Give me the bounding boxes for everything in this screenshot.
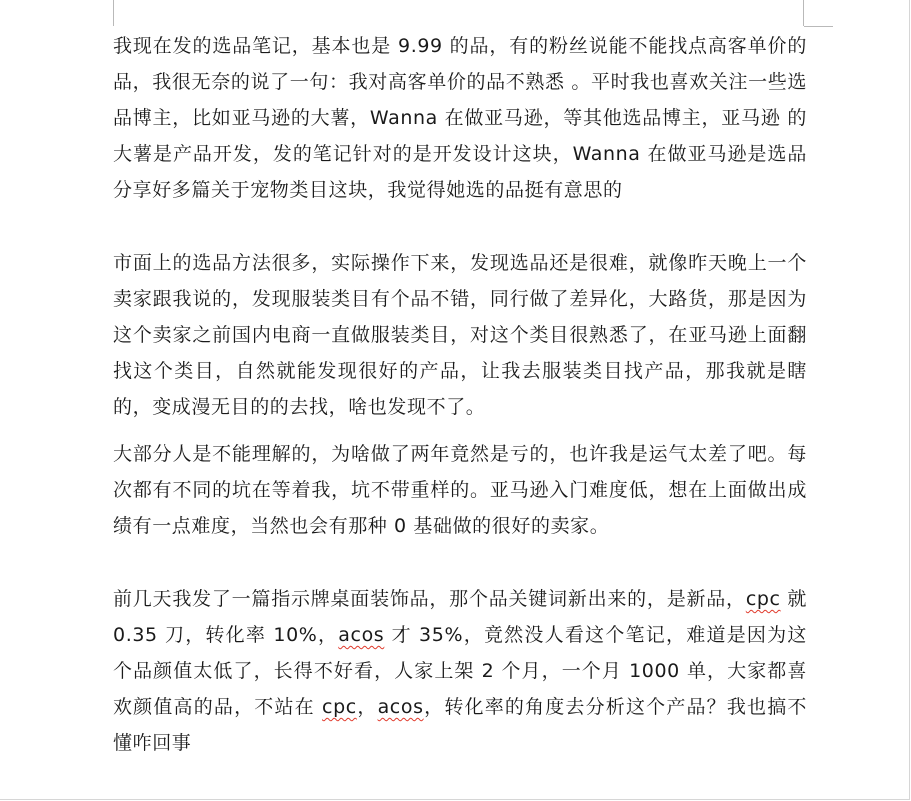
margin-corner-mark-right-horizontal [804,26,833,27]
paragraph-spacer [113,425,807,436]
paragraph-3-text: 大部分人是不能理解的，为啥做了两年竟然是亏的，也许我是运气太差了吧。每次都有不同的坑在等着我，坑不带重样的。亚马逊入门难度低，想在上面做出成绩有一点难度，当然也会有那种 0 基础做的很好的卖家。 [113,443,807,537]
paragraph-4-text-c: 才 35%，竟然没人看这个笔记，难道是因为这个品颜值太低了，长得不好看，人家上架 2 个月，一个月 1000 单，大家都喜欢颜值高的品，不站在 [113,624,807,718]
margin-corner-mark-left [113,0,114,26]
spellcheck-word-acos[interactable]: acos [338,624,385,646]
paragraph-4-text-d: ， [356,696,378,718]
spellcheck-word-cpc[interactable]: cpc [322,696,357,718]
spellcheck-word-acos[interactable]: acos [377,696,424,718]
paragraph-4-text-e: ，转化率的角度去分析这个产品？我也搞不懂咋回事 [113,696,808,754]
document-body[interactable] [113,28,807,761]
paragraph-4-text-a: 前几天我发了一篇指示牌桌面装饰品，那个品关键词新出来的，是新品， [113,588,746,610]
paragraph-2-text: 市面上的选品方法很多，实际操作下来，发现选品还是很难，就像昨天晚上一个卖家跟我说的，发现服装类目有个品不错，同行做了差异化，大路货，那是因为这个卖家之前国内电商一直做服装类目，对这个类目很熟悉了，在亚马逊上面翻找这个类目，自然就能发现很好的产品，让我去服装类目找产品，那我就是瞎的，变成漫无目的的去找，啥也发现不了。 [113,252,807,418]
paragraph-1-text: 我现在发的选品笔记，基本也是 9.99 的品，有的粉丝说能不能找点高客单价的品，我很无奈的说了一句：我对高客单价的品不熟悉 。平时我也喜欢关注一些选品博主，比如亚马逊的大薯，Wanna 在做亚马逊，等其他选品博主，亚马逊 的大薯是产品开发，发的笔记针对的是开发设计这块，Wanna 在做亚马逊是选品分享好多篇关于宠物类目这块，我觉得她选的品挺有意思的 [113,35,807,201]
paragraph-2[interactable] [113,245,807,425]
paragraph-spacer [113,208,807,245]
paragraph-4-text-b: 就 0.35 刀，转化率 10%， [113,588,807,646]
margin-corner-mark-right [803,0,804,26]
paragraph-4[interactable] [113,581,807,761]
paragraph-3[interactable] [113,436,807,544]
spellcheck-word-cpc[interactable]: cpc [745,588,781,610]
paragraph-spacer [113,544,807,581]
paragraph-1[interactable] [113,28,807,208]
